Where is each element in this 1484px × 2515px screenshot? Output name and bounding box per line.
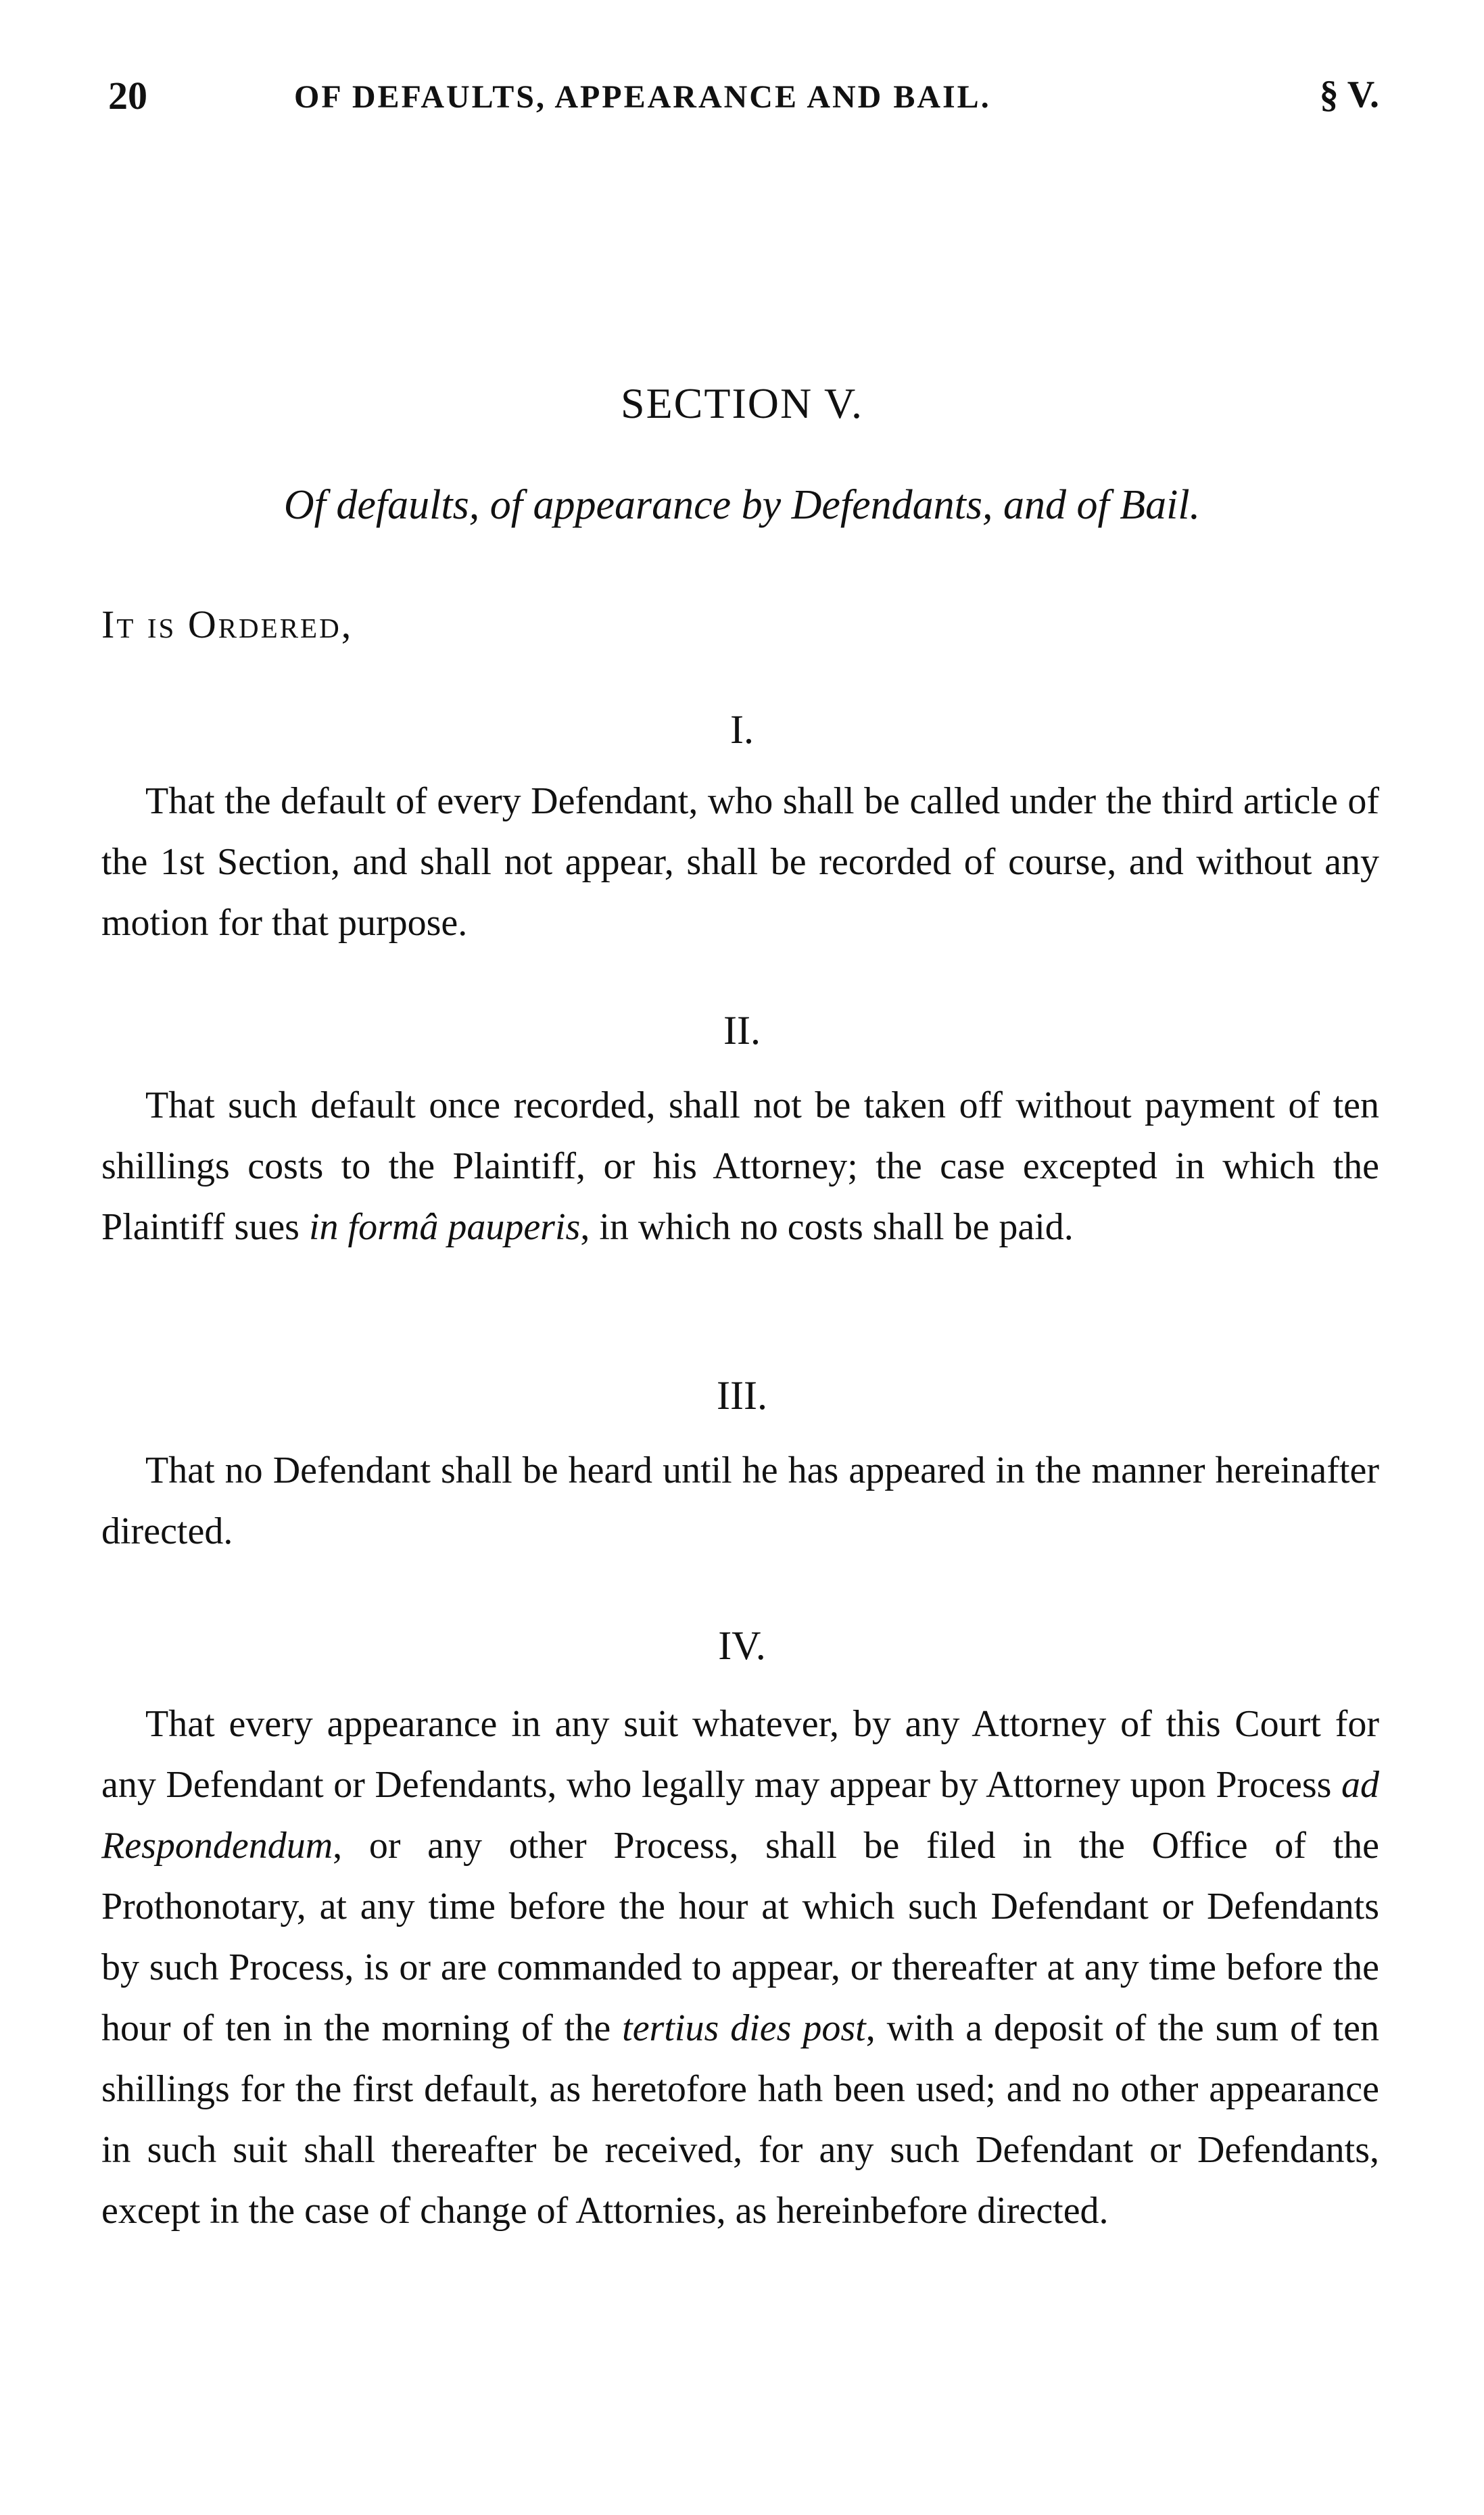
article-numeral-2: II. bbox=[723, 1008, 761, 1053]
article-text-4 bbox=[101, 1694, 1379, 2241]
section-subtitle: Of defaults, of appearance by Defendants, and of Bail. bbox=[283, 482, 1201, 528]
article-text-4-latin-2: tertius dies post bbox=[622, 2007, 866, 2049]
article-numeral-1: I. bbox=[730, 707, 754, 752]
order-line: It is Ordered, bbox=[101, 602, 354, 646]
article-text-4-part-2: , or any other Process, shall be filed in the Office of the Prothonotary, at any time before the hour at which such Defendant or Defendants by such Process, is or are commanded to appear, or thereafter at any time before the hour of ten in the morning of the bbox=[101, 1825, 1379, 2049]
running-title: OF DEFAULTS, APPEARANCE AND BAIL. bbox=[294, 79, 991, 115]
running-head bbox=[101, 73, 1379, 127]
article-text-2-part-2: , in which no costs shall be paid. bbox=[580, 1206, 1074, 1248]
article-text-4-latin-1: ad Respondendum bbox=[101, 1764, 1379, 1867]
section-heading: SECTION V. bbox=[620, 379, 864, 427]
article-text-2-part-1: That such default once recorded, shall not be taken off without payment of ten shillings costs to the Plaintiff, or his Attorney; the case excepted in which the Plaintiff sues bbox=[101, 1084, 1379, 1248]
article-numeral-3: III. bbox=[717, 1373, 767, 1418]
article-text-3: That no Defendant shall be heard until he has appeared in the manner hereinafter directed. bbox=[101, 1450, 1379, 1552]
article-text-2 bbox=[101, 1075, 1379, 1258]
section-mark: § V. bbox=[1319, 74, 1379, 116]
article-text-4-part-1: That every appearance in any suit whatever, by any Attorney of this Court for any Defendant or Defendants, who legally may appear by Attorney upon Process bbox=[101, 1703, 1379, 1806]
article-text-4-part-3: , with a deposit of the sum of ten shillings for the first default, as heretofore hath been used; and no other appearance in such suit shall thereafter be received, for any such Defendant or Defendants, except in the case of change of Attornies, as hereinbefore directed. bbox=[101, 2007, 1380, 2232]
article-text-1: That the default of every Defendant, who shall be called under the third article of the 1st Section, and shall not appear, shall be recorded of course, and without any motion for that purpose. bbox=[101, 780, 1379, 944]
article-text-2-latin: in formâ pauperis bbox=[308, 1206, 581, 1248]
article-numeral-4: IV. bbox=[718, 1623, 766, 1668]
page-number: 20 bbox=[108, 74, 147, 118]
